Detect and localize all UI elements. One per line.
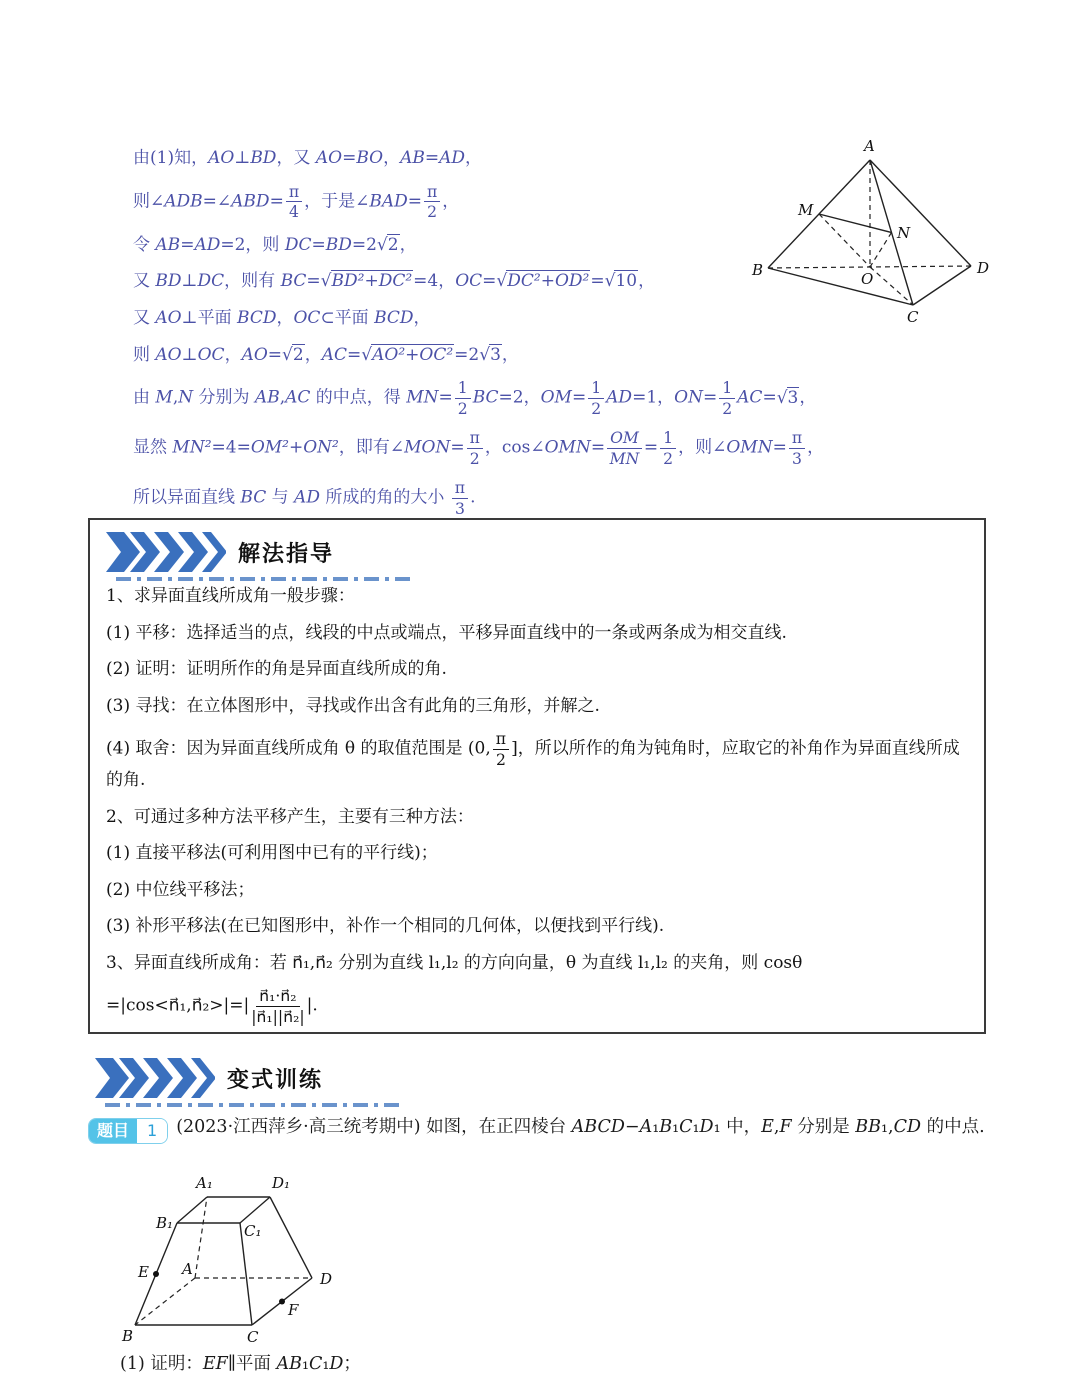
guidance-line: (2) 中位线平移法； <box>106 879 255 900</box>
guidance-line: (2) 证明：证明所作的角是异面直线所成的角. <box>106 659 447 679</box>
problem-badge-number: 1 <box>137 1119 167 1143</box>
frustum-figure <box>100 1172 380 1352</box>
training-header <box>95 1058 425 1107</box>
problem-statement <box>88 1112 996 1144</box>
solution-line: 所以异面直线 BC 与 AD 所成的角的大小 $\frac{\pi}{3}$ . <box>133 478 476 518</box>
solution-line: 则∠ADB=∠ABD= $\frac{\pi}{4}$ ，于是∠BAD= $\frac{\pi}{2}$ ， <box>133 181 460 222</box>
section-title-training: 变式训练 <box>227 1067 324 1093</box>
vertex-label-D1: D₁ <box>272 1174 291 1192</box>
vertex-label-B: B <box>752 261 764 279</box>
vertex-label-A1: A₁ <box>196 1174 213 1192</box>
guidance-line: =|cos<n⃗₁,n⃗₂>|=| $\frac{\text{n⃗₁·n⃗₂}}{\text{|n⃗₁||n⃗₂|}}$ |. <box>106 986 318 1026</box>
guidance-line: (3) 寻找：在立体图形中，寻找或作出含有此角的三角形，并解之. <box>106 695 600 716</box>
guidance-line: (1) 直接平移法(可利用图中已有的平行线)； <box>106 843 438 864</box>
vertex-label-C: C <box>907 308 919 326</box>
chevron-arrows-icon <box>95 1058 215 1098</box>
vertex-label-C: C <box>247 1328 259 1346</box>
section-title-guidance: 解法指导 <box>238 541 335 567</box>
guidance-line: 3、异面直线所成角：若 n⃗₁,n⃗₂ 分别为直线 l₁,l₂ 的方向向量，θ 为直线 l₁,l₂ 的夹角，则 cosθ <box>106 952 803 973</box>
vertex-label-D: D <box>320 1270 333 1288</box>
solution-line: 由 M,N 分别为 AB,AC 的中点，得 MN= $\frac{1}{2}$ BC=2，OM= $\frac{1}{2}$ AD=1，ON= $\frac{1}{2}$ AC=√3， <box>133 378 817 418</box>
vertex-label-M: M <box>798 201 814 219</box>
midpoint-label-F: F <box>288 1301 299 1319</box>
vertex-label-C1: C₁ <box>244 1222 262 1240</box>
solution-line: 则 AO⊥OC，AO=√2，AC=√AO²+OC²=2√3， <box>133 344 519 365</box>
vertex-label-B1: B₁ <box>156 1214 174 1232</box>
solution-line: 令 AB=AD=2，则 DC=BD=2√2， <box>133 234 417 255</box>
solution-line: 又 AO⊥平面 BCD，OC⊂平面 BCD， <box>133 307 431 328</box>
guidance-header <box>106 532 436 581</box>
chevron-arrows-icon <box>106 532 226 572</box>
vertex-label-A: A <box>182 1260 193 1278</box>
dash-dot-underline <box>116 577 416 581</box>
problem-text: (2023·江西萍乡·高三统考期中) 如图，在正四棱台 ABCD−A₁B₁C₁D₁ 中，E,F 分别是 BB₁,CD 的中点. <box>176 1117 985 1137</box>
midpoint-label-E: E <box>138 1263 149 1281</box>
vertex-label-D: D <box>977 259 990 277</box>
guidance-line: 2、可通过多种方法平移产生，主要有三种方法： <box>106 806 474 827</box>
problem-badge <box>88 1118 168 1144</box>
problem-badge-label: 题目 <box>89 1119 137 1143</box>
guidance-line: 1、求异面直线所成角一般步骤： <box>106 586 355 606</box>
dash-dot-underline <box>105 1103 405 1107</box>
solution-line: 又 BD⊥DC，则有 BC=√BD²+DC²=4，OC=√DC²+OD²=√10， <box>133 271 656 292</box>
question-part1: (1) 证明：EF∥平面 AB₁C₁D； <box>120 1354 361 1374</box>
midpoint-F-dot <box>279 1299 285 1305</box>
vertex-label-N: N <box>897 224 911 242</box>
method-guidance-box <box>88 518 986 1034</box>
guidance-line: (4) 取舍：因为异面直线所成角 θ 的取值范围是 (0, $\frac{\pi}{2}$ ]，所以所作的角为钝角时，应取它的补角作为异面直线所成的角. <box>106 729 960 791</box>
guidance-line: (1) 平移：选择适当的点，线段的中点或端点，平移异面直线中的一条或两条成为相交直线. <box>106 622 787 643</box>
solution-line: 由(1)知，AO⊥BD，又 AO=BO，AB=AD， <box>133 148 483 168</box>
guidance-line: (3) 补形平移法(在已知图形中，补作一个相同的几何体，以便找到平行线). <box>106 916 665 937</box>
midpoint-E-dot <box>153 1271 159 1277</box>
tetrahedron-figure <box>748 133 1003 328</box>
solution-line: 显然 MN²=4=OM²+ON²，即有∠MON= $\frac{\pi}{2}$ ，cos∠OMN= $\frac{OM}{MN}$ = $\frac{1}{2}$ ，则∠OMN= $\frac{\pi}{3}$ ， <box>133 428 825 468</box>
vertex-label-B: B <box>122 1327 134 1345</box>
guidance-text <box>106 584 968 1025</box>
vertex-label-O: O <box>861 270 874 288</box>
vertex-label-A: A <box>864 137 875 155</box>
